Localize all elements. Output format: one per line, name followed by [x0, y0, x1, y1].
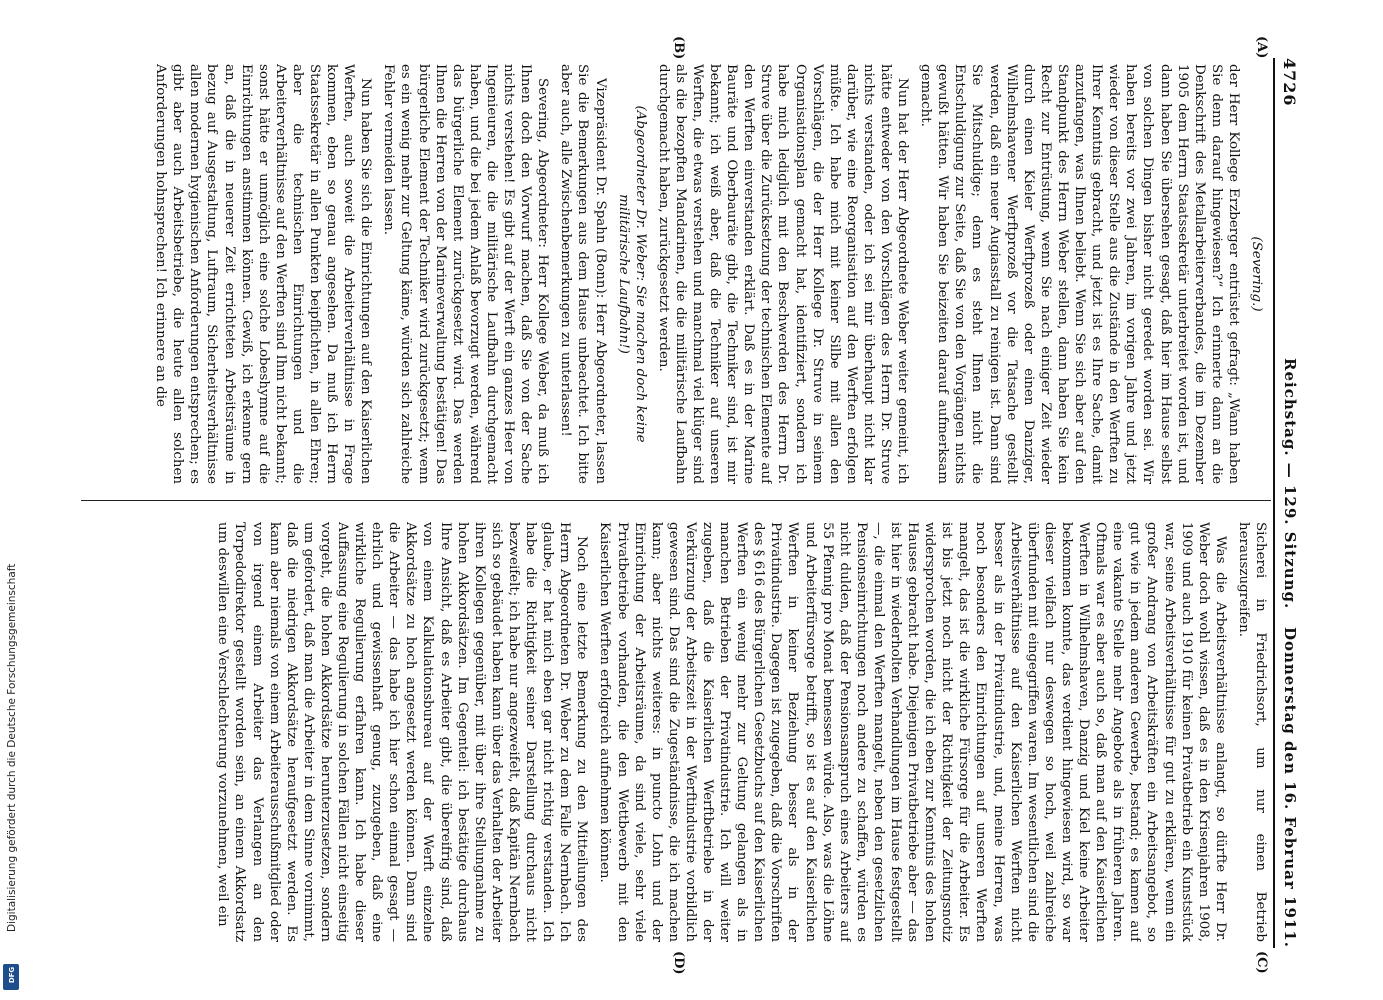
paragraph: Was die Arbeitsverhältnisse anlangt, so dürfte Herr Dr. Weber doch wohl wissen, daß es in den Krisenjahren 1908, 1909 und auch 1910 für keinen Privatbetrieb ein Kunststück war, seine Arbeitsverhältnisse für gut zu erklären, wenn ein großer Andrang von Arbeitskräften ein Arbeitsangebot, so gut wie in jedem anderen Gewerbe, bestand; es kamen auf eine vakante Stelle mehr Angebote als in früheren Jahren. Oftmals war es aber auch so, daß man auf den Kaiserlichen Werften in Wilhelmshaven, Danzig und Kiel keine Arbeiter bekommen konnte, das verdient hingewiesen wird, so war dieser vielfach nur deswegen so hoch, weil zahlreiche überfunden mit eingegriffen waren. Im wesentlichen sind die Arbeitsverhältnisse auf den Kaiserlichen Werften nicht besser als in der Privatindustrie, und, meine Herren, was noch besonders den Einrichtungen auf unseren Werften mangelt, das ist die wirkliche Fürsorge für die Arbeiter. Es ist bis jetzt noch nicht der Richtigkeit der Zeitungsnotiz widersprochen worden, die ich eben zur Kenntnis des hohen Hauses gebracht habe. Diejenigen Privatbetriebe aber — das ist hier in wiederholten Verhandlungen im Hause festgestellt —, die einmal den Werften mangelt, neben den gesetzlichen Pensionseinrichtungen noch andere zu schaffen, würden es nicht dulden, daß der Pensionsanspruch eines Arbeiters auf 55 Pfennig pro Monat bemessen würde. Also, was die Löhne und Arbeiterfürsorge betrifft, so ist es auf den Kaiserlichen Werften in keiner Beziehung besser als in der Privatindustrie. Dagegen ist zugegeben, daß die Vorschriften des § 616 des Bürgerlichen Gesetzbuchs auf den Kaiserlichen Werften ein wenig mehr zur Geltung gelangen als in manchen Betrieben der Privatindustrie. Ich will weiter zugeben, daß die Kaiserlichen Werftbetriebe in der Verkürzung der Arbeitszeit in der Werftindustrie vorbildlich gewesen sind. Das sind die Zugeständnisse, die ich machen kann; aber nichts weiteres: in puncto Lohn und der Einrichtung der Arbeitsräume, da sind viele, sehr viele Privatbetriebe vorhanden, die den Wettbewerb mit den Kaiserlichen Werften erfolgreich aufnehmen können.	[597, 522, 1228, 942]
paragraph: Noch eine letzte Bemerkung zu den Mitteilungen des Herrn Abgeordneten Dr. Weber zu dem Falle Nernbach. Ich glaube, er hat mich eben gar nicht richtig verstanden. Ich habe die Richtigkeit seiner Darstellung durchaus nicht bezweifelt; ich habe nur angezweifelt, daß Kapitän Nernbach sich so gebäudet haben kann über das Verhalten der Arbeiter ihren Kollegen gegenüber, mit über ihre Stellungnahme zu hohen Akkordsätzen. Im Gegenteil: ich bestätige durchaus Ihre Ansicht, daß es Arbeiter gibt, die übereifrig sind, daß von einem Kalkulationsbureau auf der Werft einzelne Akkordsätze zu hoch angesetzt werden können. Dann sind die Arbeiter — das habe ich hier schon einmal gesagt — ehrlich und gewissenhaft genug, zuzugeben, daß eine wirkliche Regulierung erfahren kann. Ich habe dieser Auffassung eine Regulierung in solchen Fällen nicht einseitig vorgeht, die hohen Akkordsätze herunterzusetzen, sondern um gefordert, daß man die Arbeiter in dem Sinne vornimmt, daß die niedrigen Akkordsätze heraufgesetzt werden. Es kann aber niemals von einem Arbeiterausschußmitglied oder von irgend einem Arbeiter das Verlangen an den Torpedodirektor gestellt worden sein, an einem Akkordsatz um deswillen eine Verschlechterung vorzunehmen, weil ein	[215, 522, 590, 942]
paragraph: Nun hat der Herr Abgeordnete Weber weiter gemeint, ich hätte entweder von den Vorschlägen des Herrn Dr. Struve nichts verstanden, oder ich sei mir überhaupt nicht klar darüber, wie eine Reorganisation auf den Werften erfolgen müßte. Ich habe mich mit keiner Silbe mit allen den Vorschlägen, die der Herr Kollege Dr. Struve in seinem Organisationsplan gemacht hat, identifiziert, sondern ich habe mich lediglich mit den Beschwerden des Herrn Dr. Struve über die Zurücksetzung der technischen Elemente auf den Werften einverstanden erklärt. Daß es in der Marine Bauräte und Oberbauräte gibt, die Techniker sind, ist mir bekannt; ich weiß aber, daß die Techniker auf unseren Werften, die etwas verstehen und manchmal viel klüger sind als die bezopften Mandarinen, die die militärische Laufbahn durchgemacht haben, zurückgesetzt werden.	[655, 64, 911, 484]
digitization-credit	[6, 563, 20, 992]
digitization-credit-text: Digitalisierung gefördert durch die Deutsche Forschungsgemeinschaft	[6, 563, 18, 932]
dfg-logo-text: DFG	[8, 966, 17, 984]
scanned-page	[71, 36, 1301, 975]
margin-mark-a: (A)	[1254, 36, 1269, 59]
dfg-logo-icon	[3, 964, 19, 990]
session-date: Donnerstag den 16. Februar 1911.	[1281, 626, 1299, 948]
margin-mark-c: (C)	[1254, 951, 1269, 974]
column-divider	[81, 500, 1271, 501]
interjection: (Abgeordneter Dr. Weber: Sie machen doch keine militärische Laufbahn!)	[615, 105, 648, 443]
paragraph: der Herr Kollege Erzberger entrüstet gefragt: „Wann haben Sie denn darauf hingewiesen?“ Ich erinnerte dann an die Denkschrift des Metallarbeiterverbandes, die im Dezember 1905 dem Herrn Staatssekretär unterbreitet worden ist, und dann haben Sie übersehen gesagt, daß hier im Hause selbst von solchen Dingen bisher nicht geredet worden sei. Wir haben bereits vor zwei Jahren, im vorigen Jahre und jetzt wieder von dieser Stelle aus die Zustände in den Werften zu Ihrer Kenntnis gebracht, und jetzt ist es Ihre Sache, damit anzufangen, was Ihnen beliebt. Wenn Sie sich aber auf den Standpunkt des Herrn Weber stellen, dann haben Sie kein Recht zur Entrüstung, wenn Sie nach einiger Zeit wieder durch einen Kieler Werftprozeß oder einen Danziger, Wilhelmshavener Werftprozeß vor die Tatsache gestellt werden, daß ein neuer Augiasstall zu reinigen ist. Dann sind Sie Mitschuldige; denn es steht Ihnen nicht die Entschuldigung zur Seite, daß Sie von den Vorgängen nichts gewußt hätten. Wir haben Sie beizeiten darauf aufmerksam gemacht.	[918, 64, 1241, 484]
margin-mark-b: (B)	[671, 36, 686, 60]
page-number: 4726	[1280, 58, 1299, 107]
margin-mark-d: (D)	[671, 951, 686, 975]
header-rule	[1273, 58, 1275, 948]
speaker-continuation: (Severing.)	[1249, 236, 1264, 312]
left-column	[79, 64, 1269, 484]
page-header	[1275, 58, 1301, 948]
paragraph: Sicherei in Friedrichsort, um nur einen Betrieb herauszugreifen.	[1235, 522, 1268, 942]
session-title: Reichstag. — 129. Sitzung.	[1281, 358, 1299, 610]
right-column	[79, 522, 1269, 942]
paragraph: Vizepräsident Dr. Spahn (Bonn): Herr Abgeordneter, lassen Sie die Bemerkungen aus dem Hause unbeachtet. Ich bitte aber auch, alle Zwischenbemerkungen zu unterlassen!	[558, 64, 608, 484]
paragraph: Nun haben Sie sich die Einrichtungen auf den Kaiserlichen Werften, auch soweit die Arbeiterverhältnisse in Frage kommen, eben so genau angesehen. Da muß ich Herrn Staatssekretär in allen Punkten beipflichten, in allen Ehren; aber die technischen Einrichtungen und die Arbeiterverhältnisse auf den Werften sind Ihm nicht bekannt; sonst hätte er unmöglich eine solche Lobeshymne auf die Einrichtungen anstimmen können. Gewiß, ich erkenne gern an, daß die in neuerer Zeit errichteten Arbeitsräume in bezug auf Ausgestaltung, Luftraum, Sicherheitsverhältnisse allen modernen hygienischen Anforderungen entsprechen; es gibt aber auch Arbeitsbetriebe, die heute allen solchen Anforderungen hohnsprechen! Ich erinnere an die	[153, 64, 374, 484]
paragraph: Severing, Abgeordneter: Herr Kollege Weber, da muß ich Ihnen doch den Vorwurf machen, daß Sie von der Sache nichts verstehen! Es gibt auf der Werft ein ganzes Heer von Ingenieuren, die die militärische Laufbahn durchgemacht haben, und die bei jedem Anlaß bevorzugt werden, während das bürgerliche Element zurückgesetzt wird. Das werden Ihnen die Herren von der Marineverwaltung bestätigen! Das bürgerliche Element der Techniker wird zurückgesetzt; wenn es ein wenig mehr zur Geltung käme, würden sich zahlreiche Fehler vermeiden lassen.	[381, 64, 551, 484]
